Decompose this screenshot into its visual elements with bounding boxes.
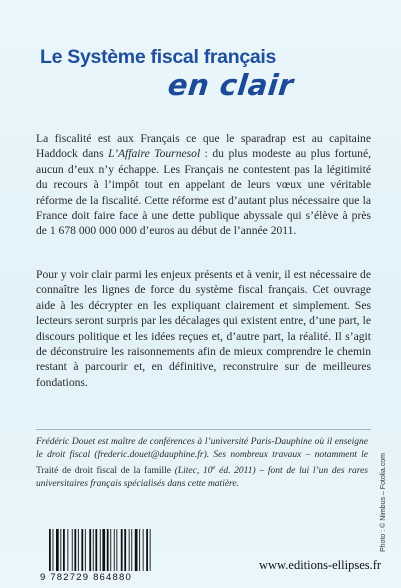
photo-credit: Photo : © Nimbus – Fotolia.com xyxy=(380,453,387,552)
author-bio-book-title: Traité de droit fiscal de la famille xyxy=(36,465,171,476)
book-subtitle: en clair xyxy=(166,68,296,102)
book-title: Le Système fiscal français xyxy=(40,46,277,68)
blurb-p1-start: La fiscalité est aux Français ce que le sparadrap est au capitaine Haddock dans xyxy=(36,132,371,161)
divider xyxy=(36,429,371,430)
barcode-bars-icon xyxy=(47,529,155,571)
blurb-p1-end: : du plus modeste au plus fortuné, aucun d’eux n’y échappe. Les Français ne contestent pas la légitimité du recours à l’impôt tout en appelant de leurs vœux une véritable réforme de la fiscalité. Cette réforme est d’autant plus nécessaire que la France doit faire face à une dette publique abyssale qui s’élève à près de 1 678 000 000 000 d’euros au début de l’année 2011. xyxy=(36,147,371,238)
barcode-number: 9 782729 864880 xyxy=(40,572,132,583)
author-bio-sup: e xyxy=(212,463,216,471)
author-bio-start: Frédéric Douet est maître de conférences à l’université Paris-Dauphine où il enseigne le droit fiscal (frederic.douet@dauphine.fr). Ses nombreux travaux – notamment le xyxy=(36,437,368,460)
author-bio xyxy=(36,436,368,490)
publisher-website: www.editions-ellipses.fr xyxy=(259,558,382,572)
author-bio-end: éd. 2011) – font de lui l’un des rares universitaires français spécialisés dans cette matière. xyxy=(36,465,368,489)
blurb-paragraph-2: Pour y voir clair parmi les enjeux présents et à venir, il est nécessaire de connaître les lignes de force du système fiscal français. Cet ouvrage aide à les décrypter en les expliquant clairement et simplement. Ses lecteurs seront surpris par les décalages qui existent entre, d’une part, le discours politique et les idées reçues et, d’autre part, la réalité. Il s’agit de déconstruire les raisonnements afin de mieux comprendre le chemin restant à parcourir et, en définitive, reconstruire sur de meilleures fondations. xyxy=(36,268,371,389)
blurb-p1-book-title: L’Affaire Tournesol xyxy=(108,147,201,161)
author-bio-publisher: (Litec, 10 xyxy=(170,465,213,476)
barcode xyxy=(40,529,160,583)
blurb-paragraph-1 xyxy=(36,131,371,239)
